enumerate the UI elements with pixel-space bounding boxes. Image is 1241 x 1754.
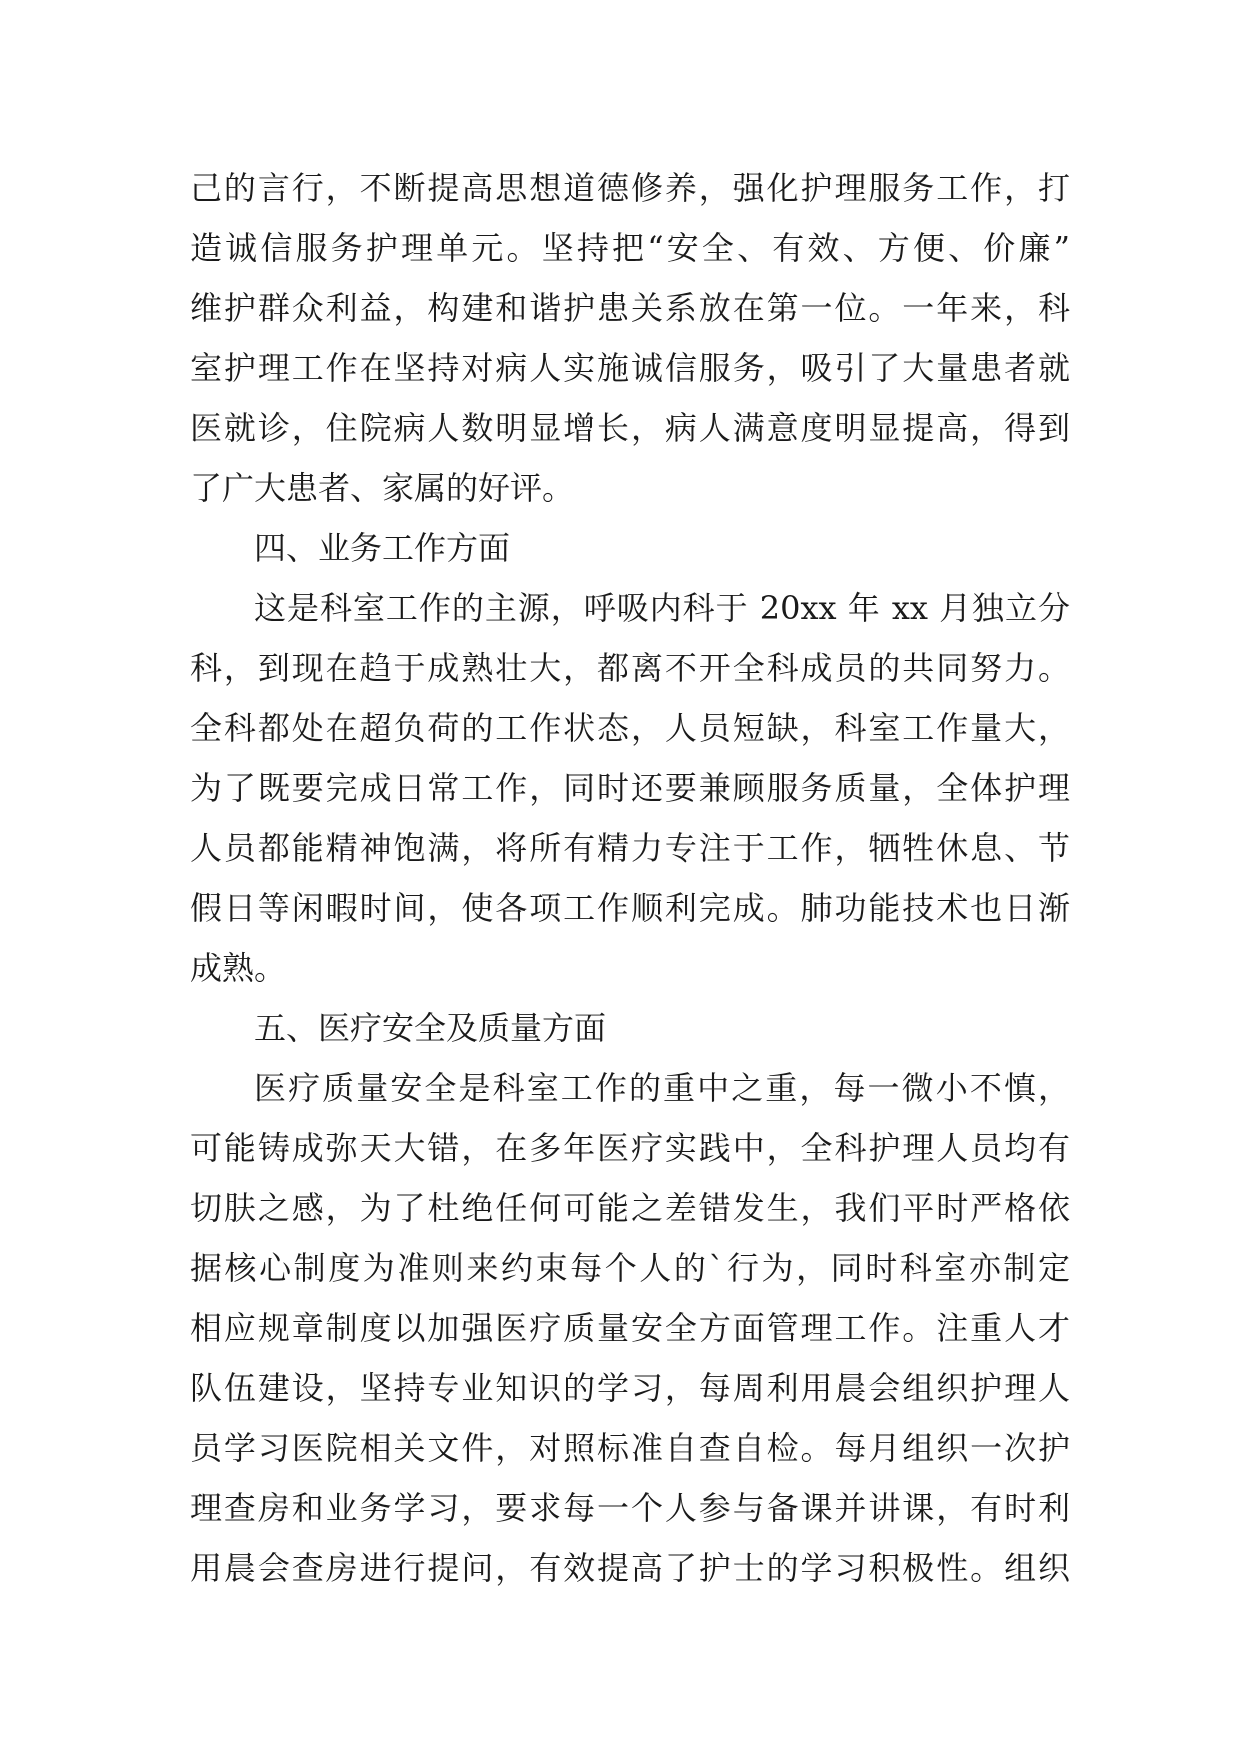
text-line: 相应规章制度以加强医疗质量安全方面管理工作。注重人才 [190, 1309, 1070, 1347]
text-line: 室护理工作在坚持对病人实施诚信服务，吸引了大量患者就 [190, 349, 1070, 387]
text-line: 医疗质量安全是科室工作的重中之重，每一微小不慎， [254, 1069, 1070, 1107]
section-heading: 四、业务工作方面 [254, 529, 511, 567]
text-line: 假日等闲暇时间，使各项工作顺利完成。肺功能技术也日渐 [190, 889, 1070, 927]
text-line: 可能铸成弥天大错，在多年医疗实践中，全科护理人员均有 [190, 1129, 1070, 1167]
text-line: 切肤之感，为了杜绝任何可能之差错发生，我们平时严格依 [190, 1189, 1070, 1227]
text-line: 维护群众利益，构建和谐护患关系放在第一位。一年来，科 [190, 289, 1070, 327]
text-line: 员学习医院相关文件，对照标准自查自检。每月组织一次护 [190, 1429, 1070, 1467]
text-line: 己的言行，不断提高思想道德修养，强化护理服务工作，打 [190, 169, 1070, 207]
text-line: 造诚信服务护理单元。坚持把“安全、有效、方便、价廉” [190, 229, 1070, 267]
text-line: 人员都能精神饱满，将所有精力专注于工作，牺牲休息、节 [190, 829, 1070, 867]
text-line: 用晨会查房进行提问，有效提高了护士的学习积极性。组织 [190, 1549, 1070, 1587]
text-line: 了广大患者、家属的好评。 [190, 469, 575, 507]
text-line: 队伍建设，坚持专业知识的学习，每周利用晨会组织护理人 [190, 1369, 1070, 1407]
body-text [190, 158, 1070, 1598]
text-line: 科，到现在趋于成熟壮大，都离不开全科成员的共同努力。 [190, 649, 1070, 687]
text-line: 据核心制度为准则来约束每个人的`行为，同时科室亦制定 [190, 1249, 1070, 1287]
section-heading: 五、医疗安全及质量方面 [254, 1009, 607, 1047]
text-line: 全科都处在超负荷的工作状态，人员短缺，科室工作量大， [190, 709, 1070, 747]
text-line: 医就诊，住院病人数明显增长，病人满意度明显提高，得到 [190, 409, 1070, 447]
text-line: 成熟。 [190, 949, 287, 987]
text-line: 为了既要完成日常工作，同时还要兼顾服务质量，全体护理 [190, 769, 1070, 807]
text-line: 理查房和业务学习，要求每一个人参与备课并讲课，有时利 [190, 1489, 1070, 1527]
text-line: 这是科室工作的主源，呼吸内科于 20xx 年 xx 月独立分 [254, 589, 1070, 627]
